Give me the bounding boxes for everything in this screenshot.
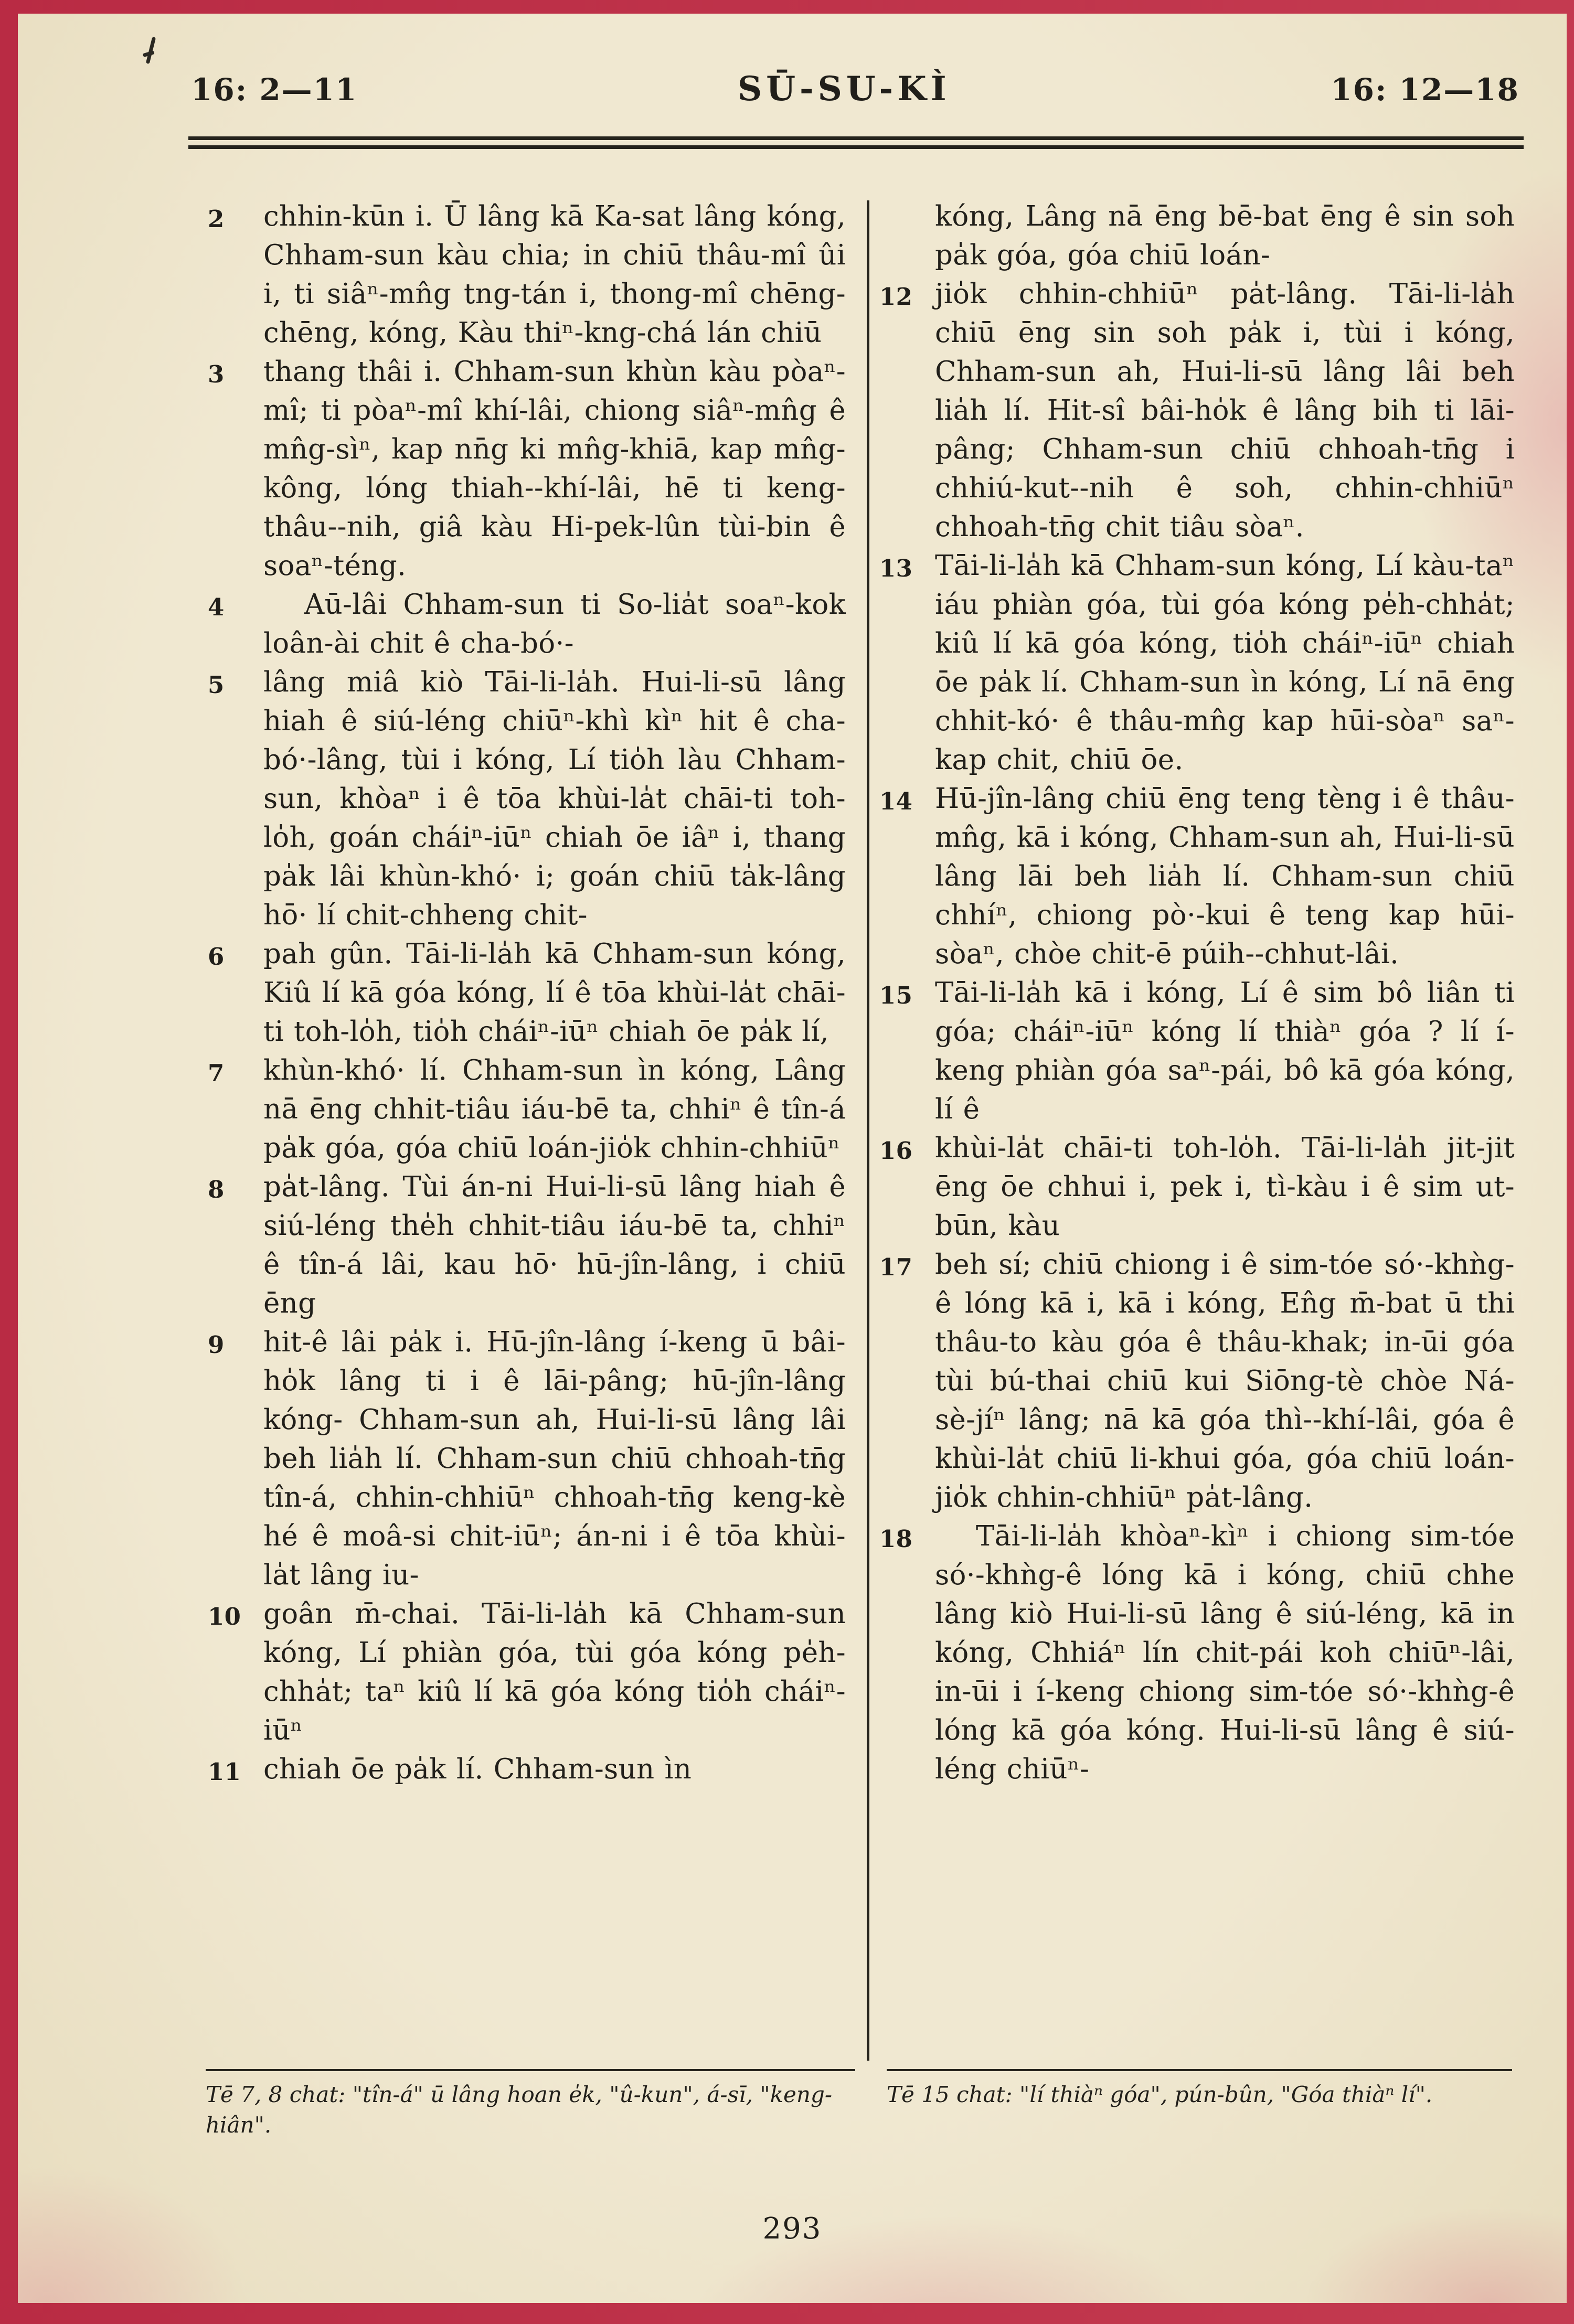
rule-line	[188, 136, 1524, 140]
verse-text: kóng, Lâng nā ēng bē-bat ēng ê sin soh pa̍k góa, góa chiū loán-	[935, 200, 1515, 271]
verse-number: 16	[879, 1137, 913, 1165]
verse-text: Tāi-li-la̍h kā i kóng, Lí ê sim bô liân ti góa; cháiⁿ-iūⁿ kóng lí thiàⁿ góa ? lí í-keng phiàn góa saⁿ-pái, bô kā góa kóng, lí ê	[935, 977, 1515, 1125]
page-number: 293	[762, 2212, 822, 2246]
verse-number: 17	[879, 1253, 913, 1281]
footnote-left: Tē 7, 8 chat: "tîn-á" ū lâng hoan e̍k, "û-kun", á-sī, "keng-hiân".	[206, 2069, 855, 2140]
book-title: SŪ-SU-KÌ	[738, 69, 951, 109]
rule-line	[188, 145, 1524, 149]
verse-text: Tāi-li-la̍h kā Chham-sun kóng, Lí kàu-taⁿ iáu phiàn góa, tùi góa kóng pe̍h-chha̍t; kiû lí kā góa kóng, tio̍h cháiⁿ-iūⁿ chiah ōe pa̍k lí. Chham-sun ìn kóng, Lí nā ēng chhit-kó· ê thâu-mn̂g kap hūi-sòaⁿ saⁿ-kap chit, chiū ōe.	[935, 550, 1515, 776]
verse-16	[879, 1129, 1515, 1245]
verse-text: goân m̄-chai. Tāi-li-la̍h kā Chham-sun kóng, Lí phiàn góa, tùi góa kóng pe̍h-chha̍t; taⁿ kiû lí kā góa kóng tio̍h cháiⁿ-iūⁿ	[263, 1598, 846, 1746]
verse-13	[879, 547, 1515, 780]
verse-text: lâng miâ kiò Tāi-li-la̍h. Hui-li-sū lâng hiah ê siú-léng chiūⁿ-khì kìⁿ hit ê cha-bó·-lâng, tùi i kóng, Lí tio̍h làu Chham-sun, khòaⁿ i ê tōa khùi-la̍t chāi-ti toh-lo̍h, goán cháiⁿ-iūⁿ chiah ōe iâⁿ i, thang pa̍k lâi khùn-khó· i; goán chiū ta̍k-lâng hō· lí chit-chheng chit-	[263, 666, 846, 931]
verse-text: chhin-kūn i. Ū lâng kā Ka-sat lâng kóng, Chham-sun kàu chia; in chiū thâu-mî ûi i, ti siâⁿ-mn̂g tng-tán i, thong-mî chēng-chēng, kóng, Kàu thiⁿ-kng-chá lán chiū	[263, 200, 846, 349]
verse-text: Hū-jîn-lâng chiū ēng teng tèng i ê thâu-mn̂g, kā i kóng, Chham-sun ah, Hui-li-sū lâng lāi beh lia̍h lí. Chham-sun chiū chhíⁿ, chiong pò·-kui ê teng kap hūi-sòaⁿ, chòe chit-ē púih--chhut-lâi.	[935, 783, 1515, 970]
verse-2	[208, 197, 846, 353]
verse-text: jio̍k chhin-chhiūⁿ pa̍t-lâng. Tāi-li-la̍h chiū ēng sin soh pa̍k i, tùi i kóng, Chham-sun ah, Hui-li-sū lâng lâi beh lia̍h lí. Hit-sî bâi-ho̍k ê lâng bih ti lāi-pâng; Chham-sun chiū chhoah-tn̄g i chhiú-kut--nih ê soh, chhin-chhiūⁿ chhoah-tn̄g chit tiâu sòaⁿ.	[935, 278, 1515, 543]
verse-text: beh sí; chiū chiong i ê sim-tóe só·-khǹg-ê lóng kā i, kā i kóng, En̂g m̄-bat ū thi thâu-to kàu góa ê thâu-khak; in-ūi góa tùi bú-thai chiū kui Siōng-tè chòe Ná-sè-jíⁿ lâng; nā kā góa thì--khí-lâi, góa ê khùi-la̍t chiū li-khui góa, góa chiū loán-jio̍k chhin-chhiūⁿ pa̍t-lâng.	[935, 1249, 1515, 1513]
footnote-right: Tē 15 chat: "lí thiàⁿ góa", pún-bûn, "Góa thiàⁿ lí".	[887, 2069, 1512, 2110]
page-header	[191, 69, 1519, 109]
verse-number: 6	[208, 943, 225, 971]
verse-5	[208, 663, 846, 935]
verse-range-right: 16: 12—18	[1331, 72, 1519, 108]
text-columns	[191, 197, 1522, 2065]
verse-text: Aū-lâi Chham-sun ti So-lia̍t soaⁿ-kok loân-ài chit ê cha-bó·-	[263, 589, 846, 659]
verse-11-continued	[935, 197, 1515, 275]
verse-9	[208, 1323, 846, 1595]
verse-text: khùn-khó· lí. Chham-sun ìn kóng, Lâng nā ēng chhit-tiâu iáu-bē ta, chhiⁿ ê tîn-á pa̍k góa, góa chiū loán-jio̍k chhin-chhiūⁿ	[263, 1054, 846, 1164]
verse-text: pah gûn. Tāi-li-la̍h kā Chham-sun kóng, Kiû lí kā góa kóng, lí ê tōa khùi-la̍t chāi-ti toh-lo̍h, tio̍h cháiⁿ-iūⁿ chiah ōe pa̍k lí,	[263, 938, 846, 1048]
verse-text: khùi-la̍t chāi-ti toh-lo̍h. Tāi-li-la̍h jit-jit ēng ōe chhui i, pek i, tì-kàu i ê sim ut-būn, kàu	[935, 1132, 1515, 1242]
verse-8	[208, 1168, 846, 1323]
verse-14	[879, 780, 1515, 974]
left-column	[208, 197, 846, 1789]
stray-ink-mark	[146, 37, 156, 64]
verse-number: 3	[208, 360, 225, 388]
verse-number: 15	[879, 982, 913, 1009]
verse-number: 10	[208, 1603, 241, 1630]
verse-number: 2	[208, 205, 225, 233]
verse-10	[208, 1595, 846, 1750]
verse-number: 13	[879, 555, 913, 582]
verse-text: hit-ê lâi pa̍k i. Hū-jîn-lâng í-keng ū bâi-ho̍k lâng ti i ê lāi-pâng; hū-jîn-lâng kóng- Chham-sun ah, Hui-li-sū lâng lâi beh lia̍h lí. Chham-sun chiū chhoah-tn̄g tîn-á, chhin-chhiūⁿ chhoah-tn̄g keng-kè hé ê moâ-si chit-iūⁿ; án-ni i ê tōa khùi-la̍t lâng iu-	[263, 1326, 846, 1591]
verse-17	[879, 1245, 1515, 1517]
verse-number: 8	[208, 1176, 225, 1203]
verse-range-left: 16: 2—11	[191, 72, 358, 108]
verse-text: Tāi-li-la̍h khòaⁿ-kìⁿ i chiong sim-tóe só·-khǹg-ê lóng kā i kóng, chiū chhe lâng kiò Hui-li-sū lâng ê siú-léng, kā in kóng, Chhiáⁿ lín chit-pái koh chiūⁿ-lâi, in-ūi i í-keng chiong sim-tóe só·-khǹg-ê lóng kā góa kóng. Hui-li-sū lâng ê siú-léng chiūⁿ-	[935, 1520, 1515, 1785]
verse-3	[208, 353, 846, 585]
verse-number: 4	[208, 593, 225, 621]
verse-number: 5	[208, 671, 225, 699]
verse-6	[208, 935, 846, 1051]
column-divider	[867, 200, 869, 2061]
verse-7	[208, 1051, 846, 1168]
verse-number: 11	[208, 1758, 241, 1786]
verse-11	[208, 1750, 846, 1789]
verse-number: 7	[208, 1059, 225, 1087]
verse-15	[879, 974, 1515, 1129]
verse-text: thang thâi i. Chham-sun khùn kàu pòaⁿ-mî; ti pòaⁿ-mî khí-lâi, chiong siâⁿ-mn̂g ê mn̂g-sìⁿ, kap nn̄g ki mn̂g-khiā, kap mn̂g-kông, lóng thiah--khí-lâi, hē ti keng-thâu--nih, giâ kàu Hi-pek-lûn tùi-bin ê soaⁿ-téng.	[263, 356, 846, 582]
verse-number: 14	[879, 787, 913, 815]
verse-4	[208, 585, 846, 663]
verse-text: pa̍t-lâng. Tùi án-ni Hui-li-sū lâng hiah ê siú-léng the̍h chhit-tiâu iáu-bē ta, chhiⁿ ê tîn-á lâi, kau hō· hū-jîn-lâng, i chiū ēng	[263, 1171, 846, 1319]
verse-number: 9	[208, 1331, 225, 1359]
verse-18	[879, 1517, 1515, 1789]
header-double-rule	[188, 136, 1524, 149]
verse-text: chiah ōe pa̍k lí. Chham-sun ìn	[263, 1753, 692, 1785]
verse-number: 18	[879, 1525, 913, 1553]
verse-number: 12	[879, 283, 913, 311]
verse-12	[879, 275, 1515, 547]
right-column	[879, 197, 1515, 1789]
page	[18, 14, 1567, 2303]
